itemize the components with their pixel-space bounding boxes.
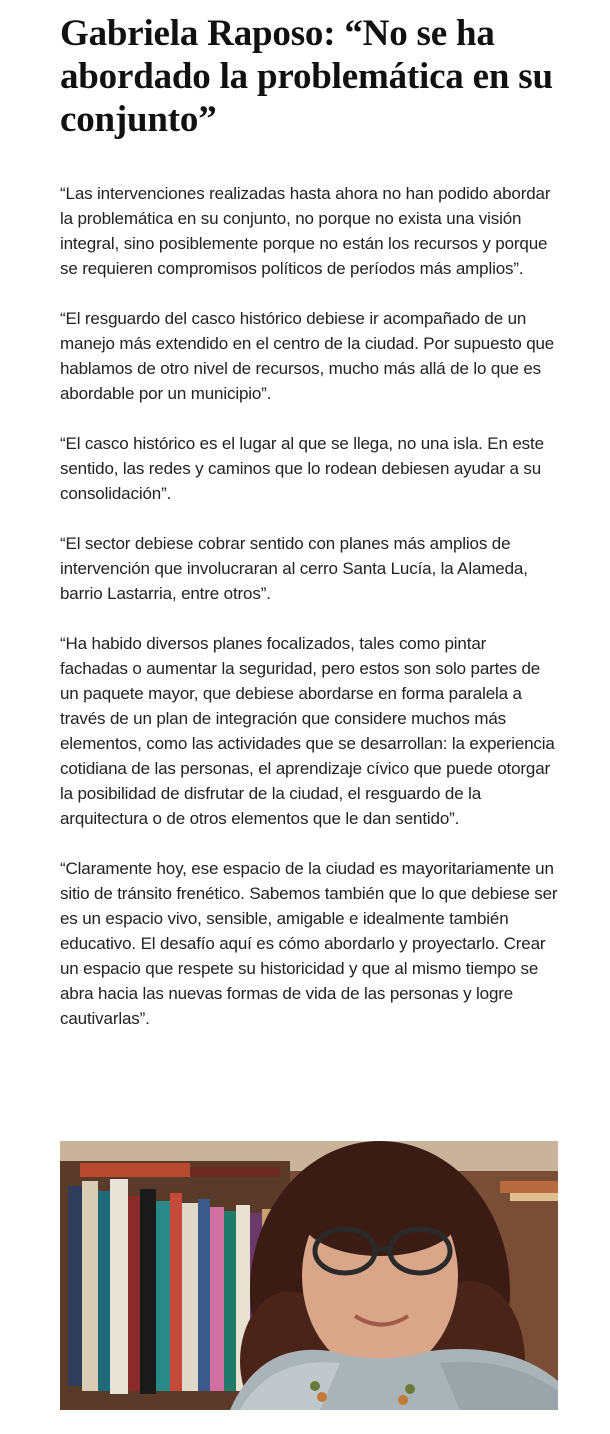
article-body bbox=[60, 181, 558, 1031]
article bbox=[60, 0, 558, 1056]
paragraph-6: “Claramente hoy, ese espacio de la ciudad es mayoritariamente un sitio de tránsito frenético. Sabemos también que lo que debiese ser es un espacio vivo, sensible, amigable e idealmente también educativo. El desafío aquí es cómo abordarlo y proyectarlo. Crear un espacio que respete su historicidad y que al mismo tiempo se abra hacia las nuevas formas de vida de las personas y logre cautivarlas”. bbox=[60, 859, 558, 1028]
paragraph-4: “El sector debiese cobrar sentido con planes más amplios de intervención que involucraran al cerro Santa Lucía, la Alameda, barrio Lastarria, entre otros”. bbox=[60, 534, 528, 603]
paragraph-2: “El resguardo del casco histórico debiese ir acompañado de un manejo más extendido en el centro de la ciudad. Por supuesto que hablamos de otro nivel de recursos, mucho más allá de lo que es abordable por un municipio”. bbox=[60, 309, 555, 403]
paragraph-5: “Ha habido diversos planes focalizados, tales como pintar fachadas o aumentar la seguridad, pero estos son solo partes de un paquete mayor, que debiese abordarse en forma paralela a través de un plan de integración que considere muchos más elementos, como las actividades que se desarrollan: la experiencia cotidiana de las personas, el aprendizaje cívico que puede otorgar la posibilidad de disfrutar de la ciudad, el resguardo de la arquitectura o de otros elementos que le dan sentido”. bbox=[60, 634, 555, 828]
article-title: Gabriela Raposo: “No se ha abordado la problemática en su conjunto” bbox=[60, 13, 553, 140]
portrait-photo bbox=[60, 1141, 558, 1410]
portrait-illustration bbox=[60, 1141, 558, 1410]
paragraph-1: “Las intervenciones realizadas hasta ahora no han podido abordar la problemática en su conjunto, no porque no exista una visión integral, sino posiblemente porque no están los recursos y porque se requieren compromisos políticos de períodos más amplios”. bbox=[60, 184, 551, 278]
paragraph-3: “El casco histórico es el lugar al que se llega, no una isla. En este sentido, las redes y caminos que lo rodean debiesen ayudar a su consolidación”. bbox=[60, 434, 544, 503]
sweater bbox=[230, 1349, 558, 1410]
